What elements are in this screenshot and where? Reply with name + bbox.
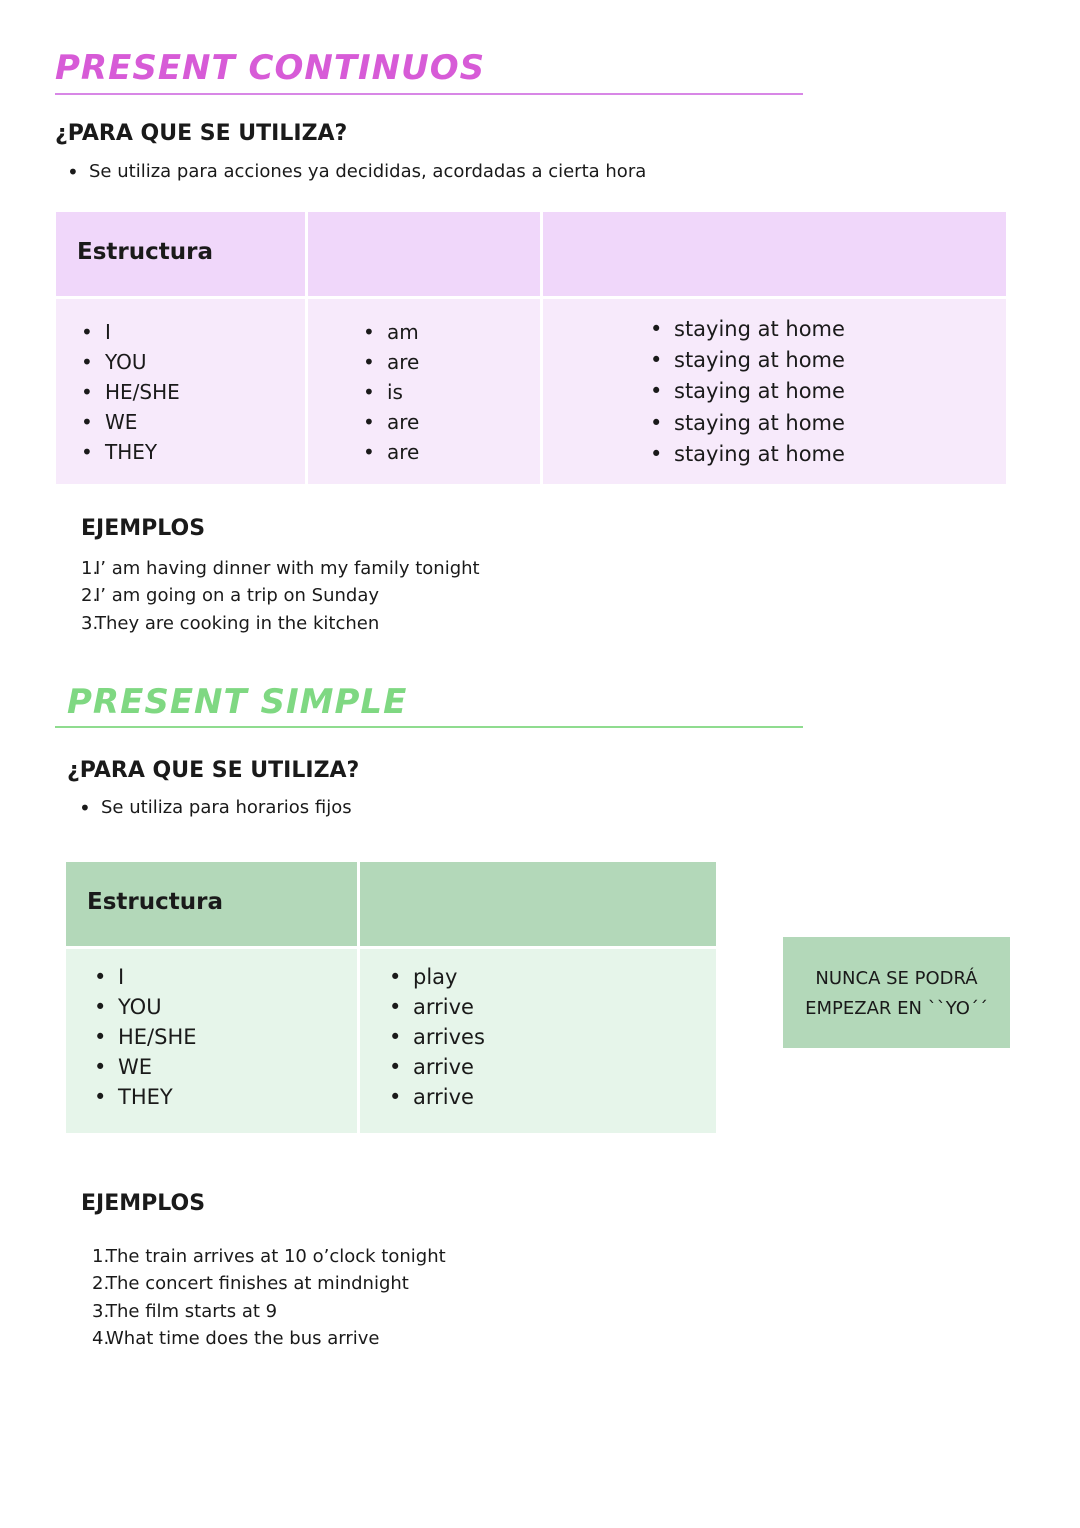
example-number: 2. [81, 585, 99, 607]
example-text: What time does the bus arrive [106, 1327, 380, 1349]
table-header-cell [56, 212, 305, 296]
usage-question-heading: ¿PARA QUE SE UTILIZA? [55, 121, 348, 146]
example-number: 4. [92, 1327, 110, 1349]
example-item [81, 555, 480, 582]
usage-description: • Se utiliza para acciones ya decididas, acordadas a cierta hora [89, 161, 646, 182]
subject-item: • I [105, 317, 180, 347]
usage-description: • Se utiliza para horarios fijos [101, 797, 352, 818]
example-text: They are cooking in the kitchen [95, 612, 380, 634]
title-underline [55, 93, 803, 95]
example-item [92, 1243, 446, 1270]
subjects-cell [66, 949, 357, 1133]
table-header-cell [308, 212, 540, 296]
examples-heading: EJEMPLOS [81, 516, 206, 541]
verb-item: • is [387, 377, 419, 407]
example-item [81, 610, 480, 637]
subject-item: • WE [118, 1052, 197, 1082]
example-number: 3. [81, 612, 99, 634]
example-text: The film starts at 9 [106, 1300, 278, 1322]
complement-item: • staying at home [674, 345, 845, 376]
table-header-label: Estructura [87, 889, 223, 915]
subject-item: • HE/SHE [118, 1022, 197, 1052]
note-line: EMPEZAR EN ``YO´´ [805, 998, 988, 1019]
verb-item: • arrives [413, 1022, 485, 1052]
example-item [81, 582, 480, 609]
complement-item: • staying at home [674, 314, 845, 345]
verb-item: • arrive [413, 1052, 485, 1082]
table-header-cell [360, 862, 716, 946]
examples-list [81, 555, 480, 637]
subject-item: • YOU [105, 347, 180, 377]
example-text: I’ am having dinner with my family tonight [95, 558, 480, 579]
subjects-list [105, 317, 180, 467]
subject-item: • THEY [118, 1082, 197, 1112]
verb-item: • arrive [413, 992, 485, 1022]
complements-list [674, 314, 845, 470]
subjects-cell [56, 299, 305, 484]
example-item [92, 1270, 446, 1297]
subjects-list [118, 962, 197, 1112]
title-underline [55, 726, 803, 728]
subject-item: • WE [105, 407, 180, 437]
verb-item: • are [387, 347, 419, 377]
examples-heading: EJEMPLOS [81, 1191, 206, 1216]
table-header-cell [543, 212, 1006, 296]
table-header-cell [66, 862, 357, 946]
examples-list [92, 1243, 446, 1352]
example-number: 3. [92, 1300, 110, 1322]
verb-item: • am [387, 317, 419, 347]
subject-item: • HE/SHE [105, 377, 180, 407]
complement-item: • staying at home [674, 439, 845, 470]
complements-cell [543, 299, 1006, 484]
verb-item: • play [413, 962, 485, 992]
example-text: The concert finishes at mindnight [106, 1273, 409, 1295]
note-line: NUNCA SE PODRÁ [815, 968, 978, 989]
verbs-list [387, 317, 419, 467]
verbs-cell [360, 949, 716, 1133]
verb-item: • arrive [413, 1082, 485, 1112]
verb-item: • are [387, 407, 419, 437]
example-item [92, 1325, 446, 1352]
present-continuous-title: PRESENT CONTINUOS [55, 48, 486, 88]
example-item [92, 1298, 446, 1325]
example-text: I’ am going on a trip on Sunday [95, 585, 380, 607]
complement-item: • staying at home [674, 408, 845, 439]
usage-question-heading: ¿PARA QUE SE UTILIZA? [67, 758, 360, 783]
present-simple-title: PRESENT SIMPLE [67, 682, 408, 722]
subject-item: • YOU [118, 992, 197, 1022]
subject-item: • THEY [105, 437, 180, 467]
verbs-cell [308, 299, 540, 484]
example-number: 1. [81, 558, 99, 579]
example-number: 1. [92, 1246, 110, 1267]
verbs-list [413, 962, 485, 1112]
example-number: 2. [92, 1273, 110, 1295]
table-header-label: Estructura [77, 239, 213, 265]
complement-item: • staying at home [674, 376, 845, 407]
warning-note [783, 937, 1010, 1048]
example-text: The train arrives at 10 o’clock tonight [106, 1246, 446, 1267]
verb-item: • are [387, 437, 419, 467]
subject-item: • I [118, 962, 197, 992]
